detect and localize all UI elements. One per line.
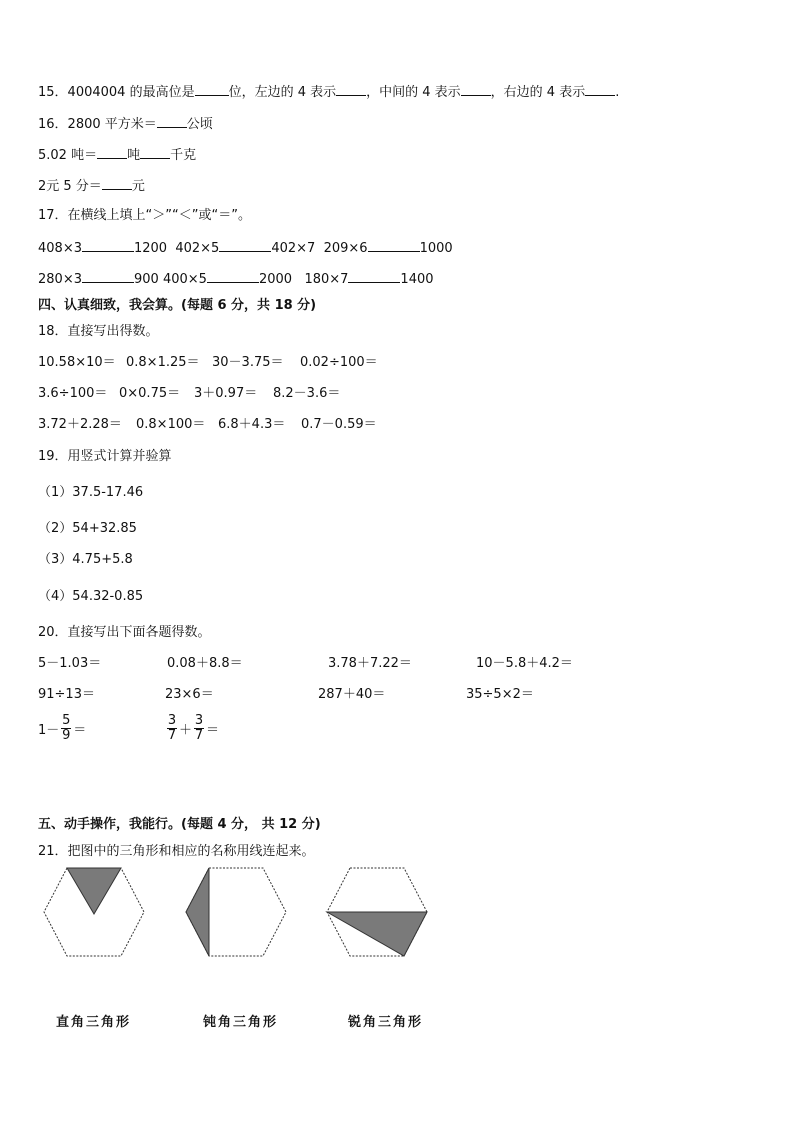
q16-text: 5.02 吨＝ [38, 148, 98, 163]
numerator: 5 [62, 713, 71, 728]
q16-text: 16．2800 平方米＝ [38, 117, 157, 132]
q19-item: （3）4.75+5.8 [38, 552, 133, 567]
calc-item: 0.8×100＝ [136, 417, 206, 432]
calc-item: 287＋40＝ [318, 687, 386, 702]
denominator: 9 [62, 728, 71, 743]
label-acute-triangle[interactable]: 锐角三角形 [348, 1015, 424, 1030]
expression: 900 [133, 272, 159, 287]
question-17-title: 17．在横线上填上“＞”“＜”或“＝”。 [38, 208, 251, 223]
answer-blank[interactable] [97, 145, 127, 159]
q16-unit: 元 [131, 179, 145, 194]
fraction [167, 714, 177, 743]
q16-text: 2元 5 分＝ [38, 179, 102, 194]
answer-blank[interactable] [348, 269, 400, 283]
equals-sign: ＝ [73, 723, 87, 738]
question-17-row-2 [38, 269, 434, 289]
hexagon-figure-3 [325, 866, 429, 958]
question-15 [38, 82, 619, 102]
shaded-triangle[interactable] [327, 912, 427, 956]
question-18-title: 18．直接写出得数。 [38, 324, 159, 339]
shaded-triangle[interactable] [67, 868, 121, 914]
calc-item: 30－3.75＝ [212, 355, 284, 370]
question-16-line-3 [38, 176, 145, 196]
label-obtuse-triangle[interactable]: 钝角三角形 [203, 1015, 279, 1030]
answer-blank[interactable] [461, 82, 491, 96]
q15-text-d: ，右边的 4 表示 [490, 85, 586, 100]
q19-item: （2）54+32.85 [38, 521, 137, 536]
calc-item: 8.2－3.6＝ [273, 386, 341, 401]
hexagon-figure-2 [184, 866, 288, 958]
answer-blank[interactable] [219, 238, 271, 252]
expression: 1000 [419, 241, 453, 256]
calc-item: 3.72＋2.28＝ [38, 417, 122, 432]
section-5-heading: 五、动手操作，我能行。(每题 4 分， 共 12 分) [38, 817, 321, 832]
answer-blank[interactable] [368, 238, 420, 252]
calc-item: 0.08＋8.8＝ [167, 656, 243, 671]
expression: 209×6 [323, 241, 368, 256]
label-right-triangle[interactable]: 直角三角形 [56, 1015, 132, 1030]
calc-item: 3.78＋7.22＝ [328, 656, 412, 671]
answer-blank[interactable] [157, 114, 187, 128]
expression: 1200 [133, 241, 168, 256]
equals-sign: ＝ [206, 723, 220, 738]
fraction [61, 714, 71, 743]
denominator: 7 [194, 728, 204, 743]
answer-blank[interactable] [82, 269, 134, 283]
numerator: 3 [194, 713, 204, 728]
q15-text-c: ，中间的 4 表示 [366, 85, 461, 100]
calc-item: 6.8＋4.3＝ [218, 417, 286, 432]
q16-unit: 千克 [170, 148, 197, 163]
question-20-title: 20．直接写出下面各题得数。 [38, 625, 211, 640]
q15-text-a: 15．4004004 的最高位是 [38, 85, 195, 100]
calc-item: 0×0.75＝ [119, 386, 181, 401]
expression: 1－ [38, 723, 60, 738]
answer-blank[interactable] [336, 82, 366, 96]
q16-unit: 吨 [127, 148, 141, 163]
calc-item: 3＋0.97＝ [194, 386, 258, 401]
expression: 400×5 [162, 272, 207, 287]
question-16-line-1 [38, 114, 213, 134]
expression: 402×7 [271, 241, 316, 256]
numerator: 3 [167, 713, 177, 728]
plus-sign: ＋ [179, 723, 193, 738]
q16-unit: 公顷 [186, 117, 213, 132]
expression: 280×3 [38, 272, 82, 287]
answer-blank[interactable] [140, 145, 170, 159]
calc-item: 10.58×10＝ [38, 355, 116, 370]
q19-item: （4）54.32-0.85 [38, 589, 144, 604]
q19-item: （1）37.5-17.46 [38, 485, 144, 500]
answer-blank[interactable] [102, 176, 132, 190]
denominator: 7 [167, 728, 177, 743]
shaded-triangle[interactable] [186, 868, 209, 956]
hexagon-figure-1 [42, 866, 146, 958]
calc-item: 0.7－0.59＝ [301, 417, 377, 432]
fraction-expression-2 [165, 714, 219, 743]
expression: 408×3 [38, 241, 82, 256]
fraction-expression-1 [38, 714, 86, 743]
fraction [194, 714, 204, 743]
question-17-row-1 [38, 238, 453, 258]
answer-blank[interactable] [82, 238, 134, 252]
answer-blank[interactable] [585, 82, 615, 96]
expression: 402×5 [175, 241, 220, 256]
calc-item: 3.6÷100＝ [38, 386, 108, 401]
q15-text-e: . [615, 85, 620, 100]
calc-item: 0.8×1.25＝ [126, 355, 200, 370]
question-16-line-2 [38, 145, 196, 165]
calc-item: 91÷13＝ [38, 687, 95, 702]
calc-item: 10－5.8＋4.2＝ [476, 656, 573, 671]
calc-item: 23×6＝ [165, 687, 214, 702]
question-19-title: 19．用竖式计算并验算 [38, 449, 172, 464]
expression: 180×7 [304, 272, 349, 287]
q15-text-b: 位，左边的 4 表示 [228, 85, 337, 100]
section-4-heading: 四、认真细致，我会算。(每题 6 分，共 18 分) [38, 298, 317, 313]
answer-blank[interactable] [195, 82, 229, 96]
calc-item: 35÷5×2＝ [466, 687, 534, 702]
expression: 1400 [400, 272, 434, 287]
answer-blank[interactable] [207, 269, 259, 283]
question-21-title: 21．把图中的三角形和相应的名称用线连起来。 [38, 844, 315, 859]
calc-item: 0.02÷100＝ [300, 355, 378, 370]
calc-item: 5－1.03＝ [38, 656, 102, 671]
expression: 2000 [258, 272, 293, 287]
